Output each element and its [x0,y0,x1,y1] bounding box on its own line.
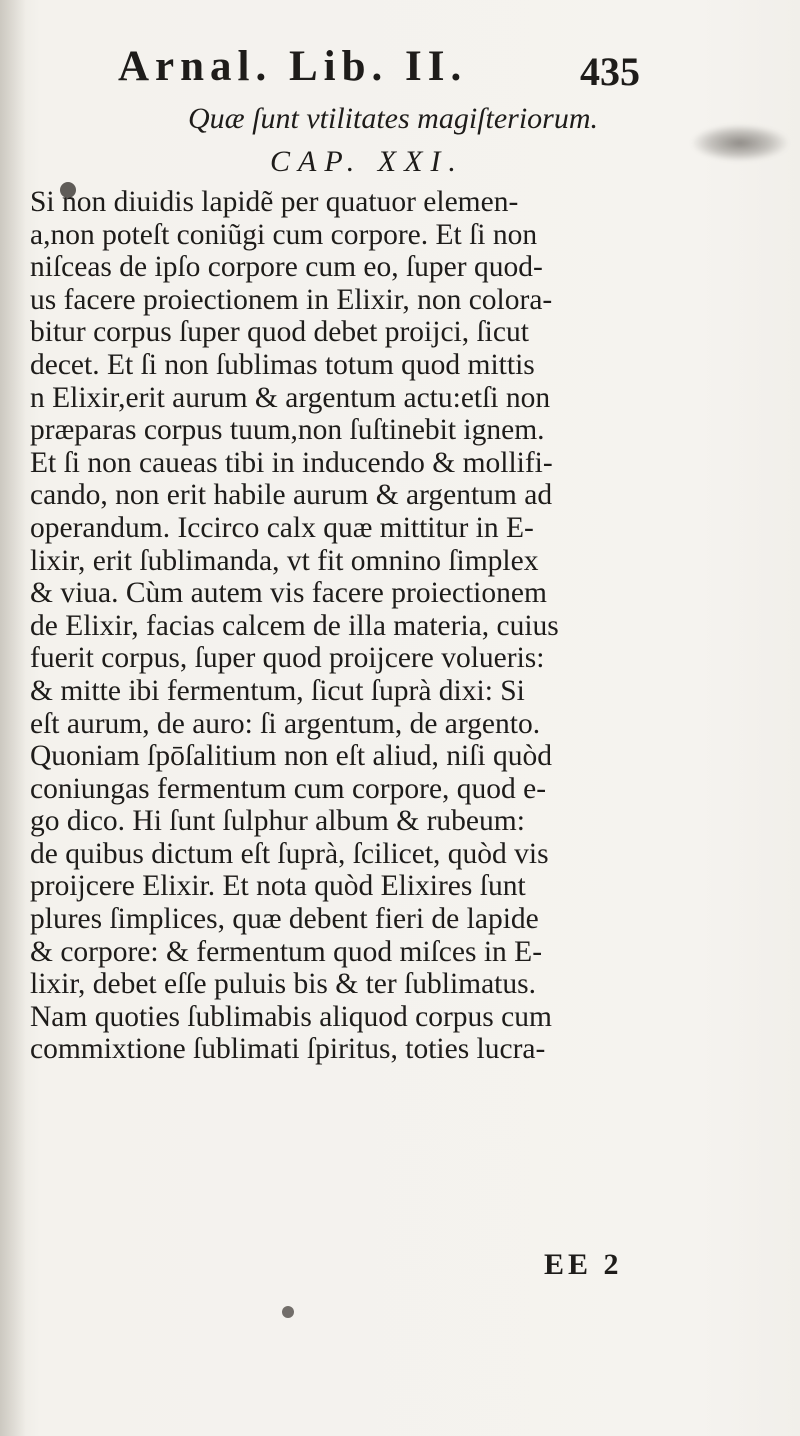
text-line: operandum. Iccirco calx quæ mittitur in E- [30,511,534,544]
text-line: & corpore: & fermentum quod miſces in E- [30,935,543,968]
ink-blot [282,1306,294,1318]
text-line: n Elixir,erit aurum & argentum actu:etſi non [30,381,551,414]
page-header [0,42,800,102]
text-line: de quibus dictum eſt ſuprà, ſcilicet, quòd vis [30,837,549,870]
text-line: & viua. Cùm autem vis facere proiectionem [30,577,547,610]
text-line: lixir, erit ſublimanda, vt fit omnino ſimplex [30,544,539,577]
text-line: decet. Et ſi non ſublimas totum quod mittis [30,348,535,381]
text-line: go dico. Hi ſunt ſulphur album & rubeum: [30,805,525,838]
text-line: Et ſi non caueas tibi in inducendo & mollifi- [30,446,553,479]
signature-catchword: EE 2 [544,1248,623,1281]
text-line: bitur corpus ſuper quod debet proijci, ſicut [30,316,529,349]
text-line: eſt aurum, de auro: ſi argentum, de argento. [30,707,541,740]
text-line: fuerit corpus, ſuper quod proijcere volueris: [30,642,545,675]
text-line: præparas corpus tuum,non ſuſtinebit ignem. [30,414,545,447]
text-line: Si non diuidis lapidẽ per quatuor elemen- [30,186,519,218]
body-text [30,186,800,1066]
text-line: proijcere Elixir. Et nota quòd Elixires ſunt [30,870,526,903]
page-number: 435 [580,49,640,94]
text-line: us facere proiectionem in Elixir, non colora- [30,283,553,316]
text-line: plures ſimplices, quæ debent fieri de lapide [30,903,539,936]
text-line: commixtione ſublimati ſpiritus, toties lucra- [30,1033,546,1066]
running-head: Arnal. Lib. II. [118,43,468,90]
text-line: & mitte ibi fermentum, ſicut ſuprà dixi: Si [30,674,525,707]
text-line: de Elixir, facias calcem de illa materia, cuius [30,609,559,642]
text-line: a,non poteſt coniũgi cum corpore. Et ſi non [30,218,538,251]
text-line: Quoniam ſpōſalitium non eſt aliud, niſi quòd [30,740,552,773]
chapter-number: CAP. XXI. [270,145,464,178]
text-line: cando, non erit habile aurum & argentum ad [30,479,553,512]
gutter-shadow [0,0,26,1436]
text-line: coniungas fermentum cum corpore, quod e- [30,772,547,805]
text-line: Nam quoties ſublimabis aliquod corpus cum [30,1000,552,1033]
text-line: lixir, debet eſſe puluis bis & ter ſublimatus. [30,968,536,1001]
chapter-title: Quæ ſunt vtilitates magiſteriorum. [188,102,598,135]
text-line: niſceas de ipſo corpore cum eo, ſuper quod- [30,251,543,284]
